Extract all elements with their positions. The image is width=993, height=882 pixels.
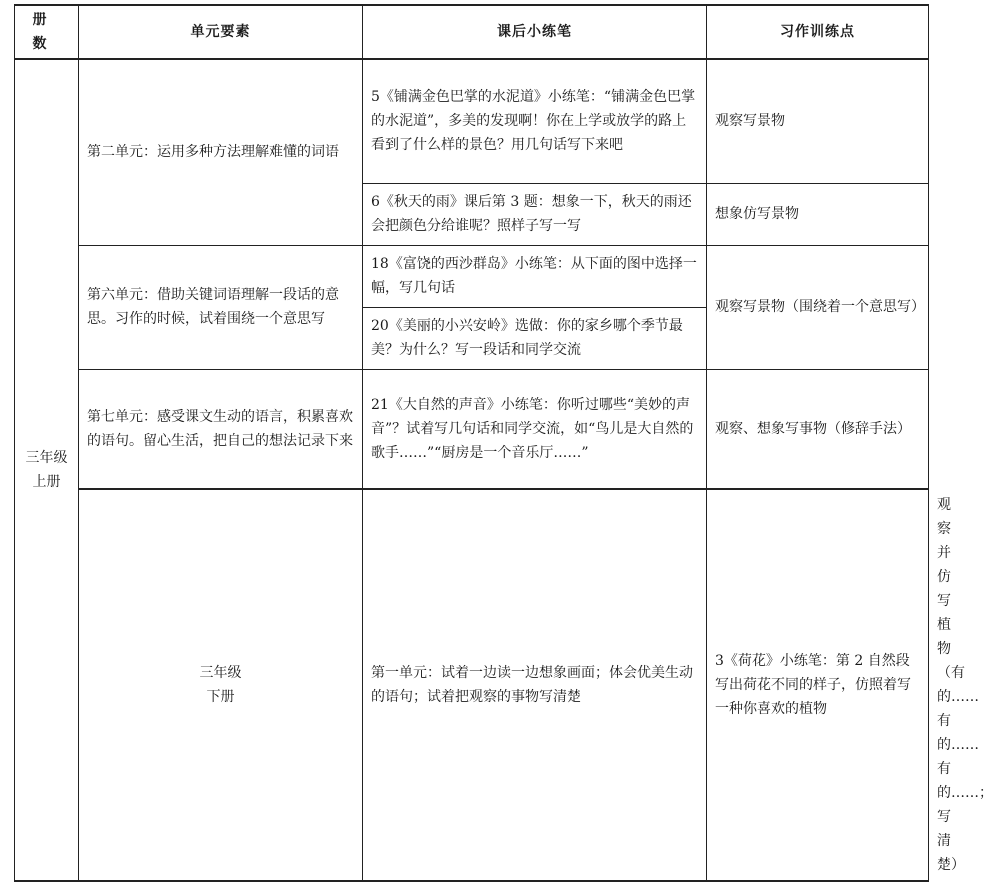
unit-cell: 第二单元：运用多种方法理解难懂的词语 [79,59,363,245]
curriculum-table [14,4,993,882]
volume-label-line2: 上册 [32,474,61,490]
exercise-cell: 5《铺满金色巴掌的水泥道》小练笔：“铺满金色巴掌的水泥道”，多美的发现啊！你在上学或放学的路上看到了什么样的景色？用几句话写下来吧 [363,59,707,183]
exercise-cell: 21《大自然的声音》小练笔：你听过哪些“美妙的声音”？试着写几句话和同学交流，如“鸟儿是大自然的歌手……”“厨房是一个音乐厅……” [363,369,707,489]
training-point-cell: 想象仿写景物 [707,183,929,245]
table-row: 三年级 下册 第一单元：试着一边读一边想象画面；体会优美生动的语句；试着把观察的事物写清楚 3《荷花》小练笔：第 2 自然段写出荷花不同的样子，仿照着写一种你喜欢的植物 观察并仿写植物（有的……有的……有的……；写清楚） [15,489,929,881]
unit-cell: 第一单元：试着一边读一边想象画面；体会优美生动的语句；试着把观察的事物写清楚 [363,489,707,881]
volume-label-line1: 三年级 [199,665,242,681]
header-unit-elements: 单元要素 [79,5,363,59]
table-body [15,59,993,881]
header-row [15,5,929,59]
volume-cell-grade3-lower [79,489,363,881]
header-volume: 册 数 [15,5,79,59]
exercise-cell: 3《荷花》小练笔：第 2 自然段写出荷花不同的样子，仿照着写一种你喜欢的植物 [707,489,929,881]
table-row [15,369,929,489]
volume-cell-grade3-upper [15,59,79,881]
volume-label-line2: 下册 [206,689,235,705]
exercise-cell: 6《秋天的雨》课后第 3 题：想象一下，秋天的雨还会把颜色分给谁呢？照样子写一写 [363,183,707,245]
curriculum-table-wrapper [14,4,993,882]
training-point-cell: 观察写景物（围绕着一个意思写） [707,245,929,369]
exercise-cell: 18《富饶的西沙群岛》小练笔：从下面的图中选择一幅，写几句话 [363,245,707,307]
exercise-cell: 20《美丽的小兴安岭》选做：你的家乡哪个季节最美？为什么？写一段话和同学交流 [363,307,707,369]
unit-cell: 第六单元：借助关键词语理解一段话的意思。习作的时候，试着围绕一个意思写 [79,245,363,369]
header-training-point: 习作训练点 [707,5,929,59]
table-header [15,5,929,59]
training-point-cell: 观察、想象写事物（修辞手法） [707,369,929,489]
header-exercise: 课后小练笔 [363,5,707,59]
volume-label-line1: 三年级 [25,450,68,466]
table-row [15,245,929,307]
training-point-cell: 观察写景物 [707,59,929,183]
unit-cell: 第七单元：感受课文生动的语言，积累喜欢的语句。留心生活，把自己的想法记录下来 [79,369,363,489]
table-row [15,59,929,183]
